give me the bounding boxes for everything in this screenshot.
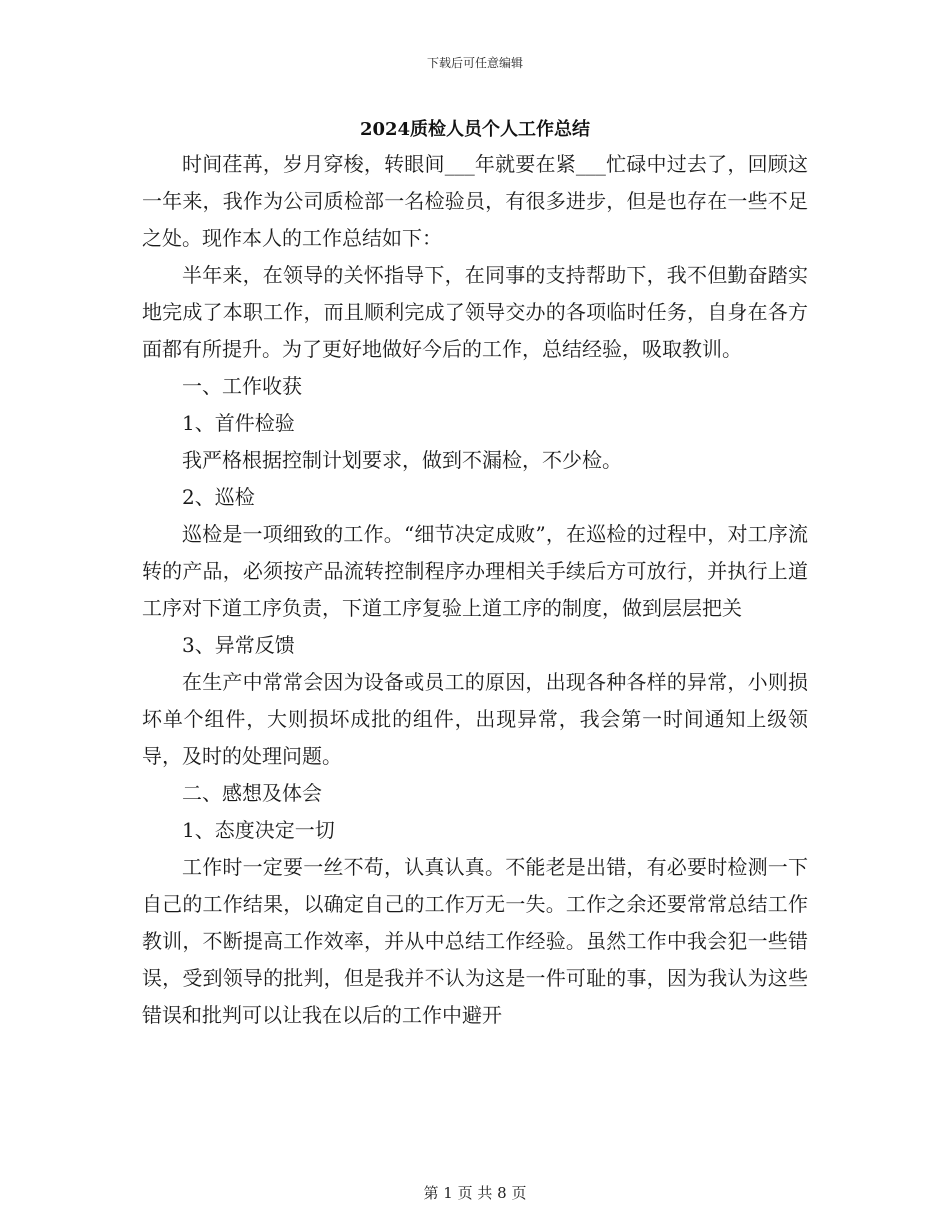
section-heading-reflections: 二、感想及体会 <box>182 781 322 805</box>
paragraph-attitude: 工作时一定要一丝不苟，认真认真。不能老是出错，有必要时检测一下自己的工作结果，以确定自己的工作万无一失。工作之余还要常常总结工作教训，不断提高工作效率，并从中总结工作经验。虽然工作中我会犯一些错误，受到领导的批判，但是我并不认为这是一件可耻的事，因为我认为这些错误和批判可以让我在以后的工作中避开 <box>142 855 808 1027</box>
paragraph-summary: 半年来，在领导的关怀指导下，在同事的支持帮助下，我不但勤奋踏实地完成了本职工作，而且顺利完成了领导交办的各项临时任务，自身在各方面都有所提升。为了更好地做好今后的工作，总结经验，吸取教训。 <box>142 263 808 361</box>
paragraph-exception: 在生产中常常会因为设备或员工的原因，出现各种各样的异常，小则损坏单个组件，大则损坏成批的组件，出现异常，我会第一时间通知上级领导，及时的处理问题。 <box>142 670 808 768</box>
paragraph-patrol: 巡检是一项细致的工作。“细节决定成败”，在巡检的过程中，对工序流转的产品，必须按产品流转控制程序办理相关手续后方可放行，并执行上道工序对下道工序负责，下道工序复验上道工序的制度，做到层层把关 <box>142 522 808 620</box>
subheading-patrol: 2、巡检 <box>182 485 255 509</box>
header-note: 下载后可任意编辑 <box>426 56 523 70</box>
subheading-first-article: 1、首件检验 <box>182 411 295 435</box>
page-footer: 第 1 页 共 8 页 <box>423 1184 527 1202</box>
subheading-exception: 3、异常反馈 <box>182 633 295 657</box>
paragraph-intro: 时间荏苒，岁月穿梭，转眼间___年就要在紧___忙碌中过去了，回顾这一年来，我作为公司质检部一名检验员，有很多进步，但是也存在一些不足之处。现作本人的工作总结如下： <box>142 152 808 250</box>
paragraph-first-article: 我严格根据控制计划要求，做到不漏检，不少检。 <box>182 448 622 472</box>
document-title: 2024质检人员个人工作总结 <box>359 119 591 140</box>
section-heading-gains: 一、工作收获 <box>182 374 302 398</box>
subheading-attitude: 1、态度决定一切 <box>182 818 335 842</box>
document-body <box>142 146 808 1034</box>
